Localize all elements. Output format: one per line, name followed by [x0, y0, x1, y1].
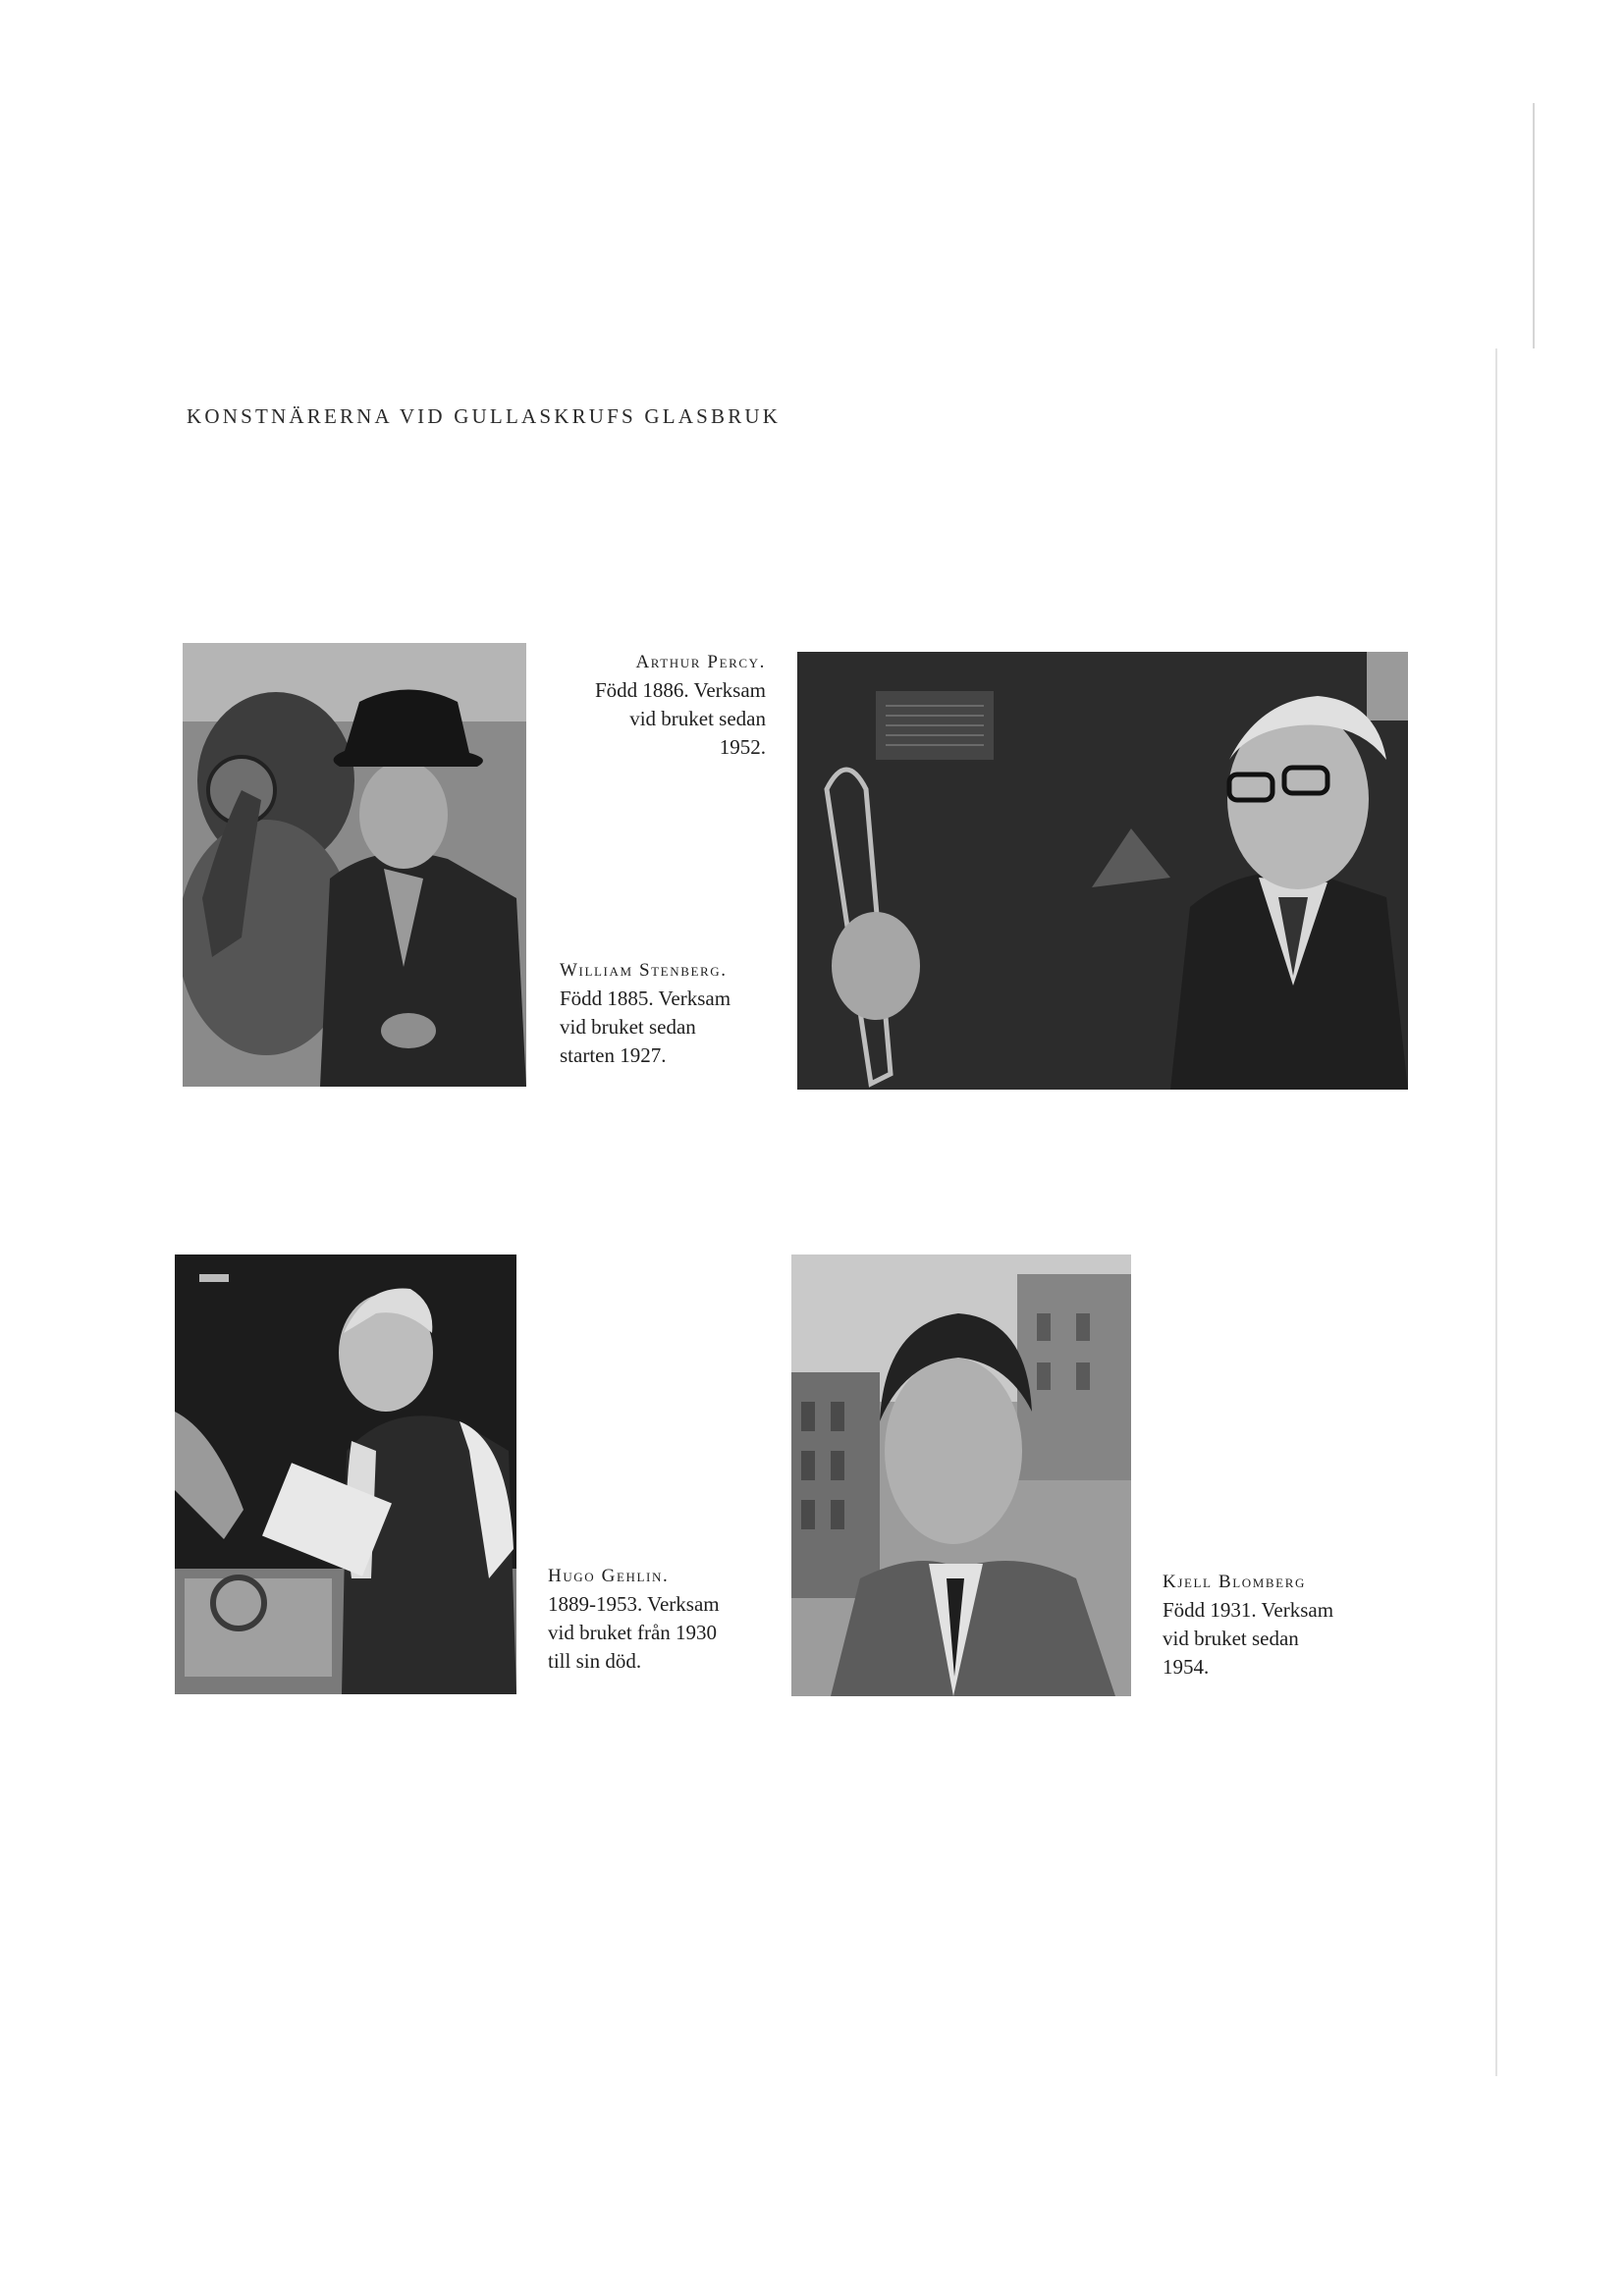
caption-kjell-blomberg: [1163, 1568, 1388, 1682]
caption-line: Född 1885. Verksam: [560, 987, 731, 1010]
caption-hugo-gehlin: [548, 1562, 784, 1676]
caption-name: Hugo Gehlin.: [548, 1566, 670, 1586]
caption-line: starten 1927.: [560, 1043, 667, 1067]
caption-line: Född 1886. Verksam: [594, 678, 766, 702]
caption-name: Arthur Percy.: [635, 652, 766, 672]
caption-line: vid bruket sedan: [560, 1015, 696, 1039]
caption-line: till sin död.: [548, 1649, 642, 1673]
caption-name: Kjell Blomberg: [1163, 1572, 1306, 1592]
caption-william-stenberg: [560, 956, 785, 1070]
caption-line: Född 1931. Verksam: [1163, 1598, 1334, 1622]
page-heading: KONSTNÄRERNA VID GULLASKRUFS GLASBRUK: [187, 404, 782, 428]
caption-name: William Stenberg.: [560, 960, 728, 981]
photo-kjell-blomberg: [791, 1255, 1131, 1696]
caption-line: vid bruket sedan: [1163, 1627, 1299, 1650]
photo-hugo-gehlin: [175, 1255, 516, 1694]
page-edge-line: [1495, 348, 1497, 2076]
caption-line: vid bruket från 1930: [548, 1621, 718, 1644]
caption-arthur-percy: [560, 648, 766, 762]
caption-line: 1954.: [1163, 1655, 1210, 1679]
caption-line: vid bruket sedan: [629, 707, 766, 730]
page-edge-line: [1533, 103, 1535, 348]
caption-line: 1952.: [719, 735, 766, 759]
photo-william-stenberg: [797, 652, 1408, 1090]
caption-line: 1889-1953. Verksam: [548, 1592, 720, 1616]
photo-arthur-percy: [183, 643, 526, 1087]
